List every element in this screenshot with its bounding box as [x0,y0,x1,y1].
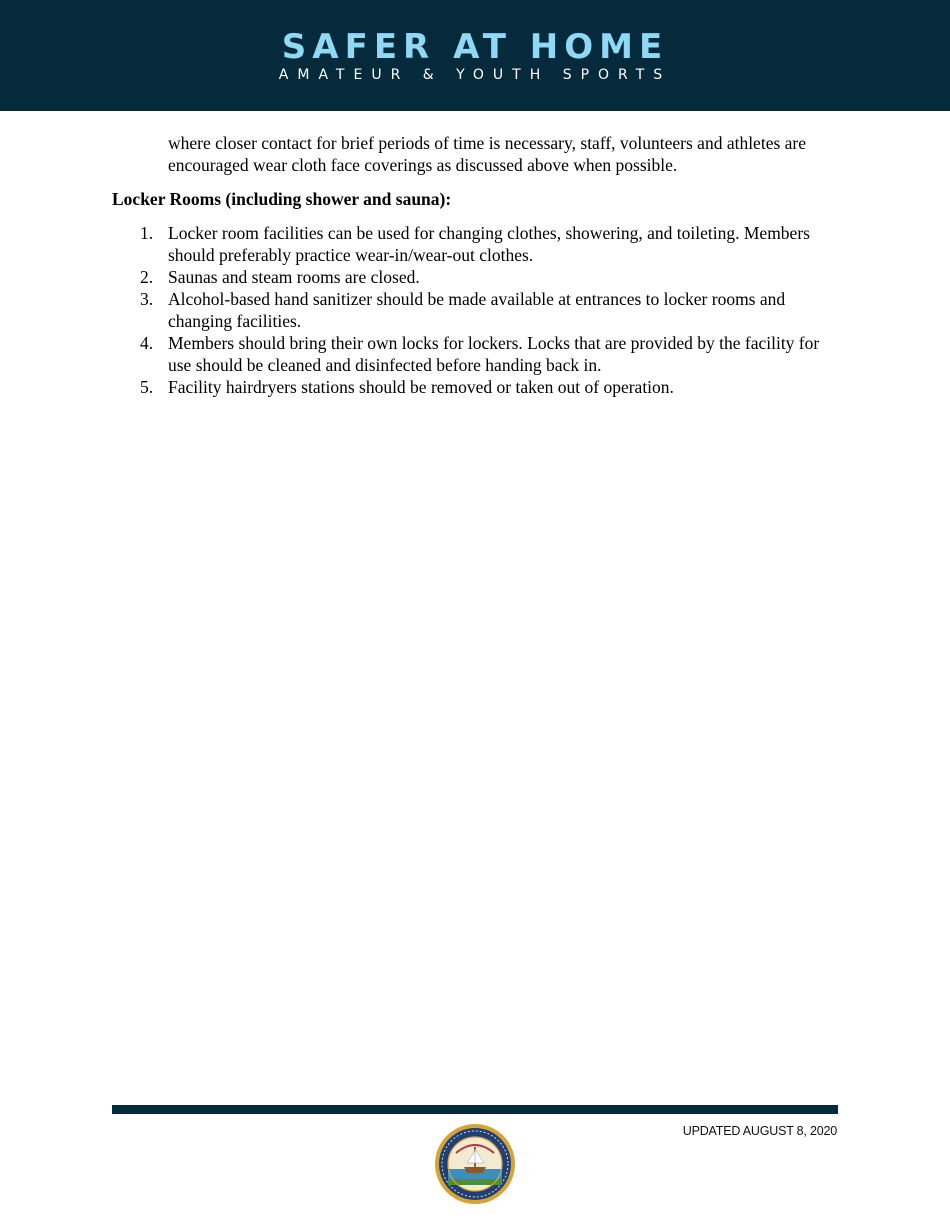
list-item-number: 2. [140,267,154,287]
section-heading-locker-rooms: Locker Rooms (including shower and sauna): [112,189,452,209]
locker-room-list [112,222,842,398]
header-banner [0,0,950,111]
list-item-number: 3. [140,289,154,309]
list-item-number: 4. [140,333,154,353]
banner-title: SAFER AT HOME [281,27,669,67]
list-item-text: Members should bring their own locks for lockers. Locks that are provided by the facility for use should be cleaned and disinfected before handing back in. [168,333,820,375]
list-item-number: 1. [140,223,154,243]
list-item-text: Facility hairdryers stations should be removed or taken out of operation. [168,377,674,397]
list-item [112,376,842,398]
list-item [112,222,842,266]
list-item [112,288,842,332]
continued-paragraph: where closer contact for brief periods of time is necessary, staff, volunteers and athletes are encouraged wear cloth face coverings as discussed above when possible. [168,133,807,175]
footer-rule [112,1105,838,1114]
list-item-text: Locker room facilities can be used for changing clothes, showering, and toileting. Members should preferably practice wear-in/wear-out clothes. [168,223,810,265]
list-item-text: Saunas and steam rooms are closed. [168,267,420,287]
state-seal-icon [434,1123,516,1205]
document-body [112,132,842,398]
list-item-text: Alcohol-based hand sanitizer should be made available at entrances to locker rooms and changing facilities. [168,289,786,331]
list-item [112,266,842,288]
list-item-number: 5. [140,377,154,397]
updated-date: UPDATED AUGUST 8, 2020 [682,1124,837,1138]
list-item [112,332,842,376]
banner-subtitle: AMATEUR & YOUTH SPORTS [278,67,672,83]
